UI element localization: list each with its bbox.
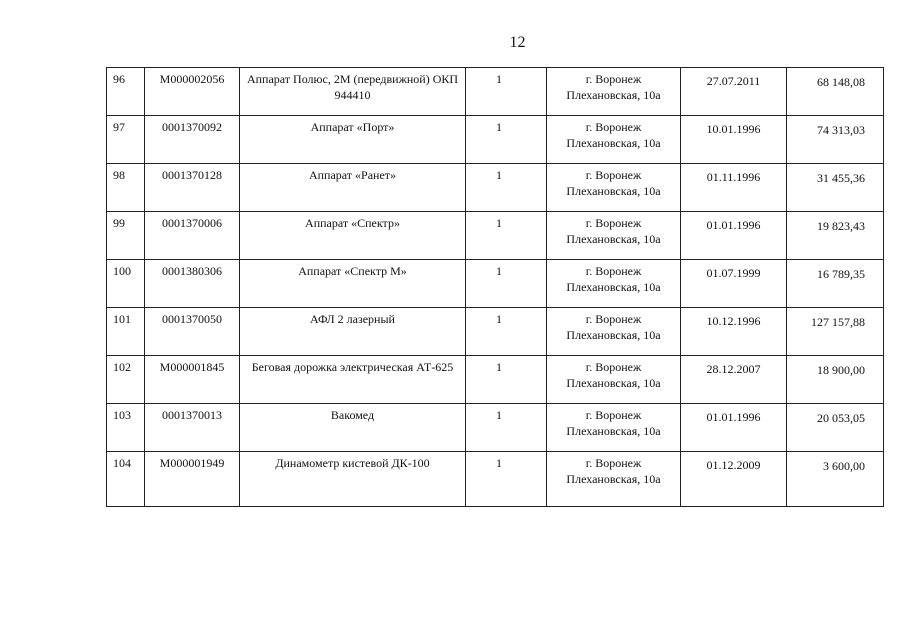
inventory-number-cell: М000002056 <box>145 68 240 116</box>
address-street: Плехановская, 10а <box>566 280 661 294</box>
date-cell: 01.12.2009 <box>681 452 787 507</box>
address-city: г. Воронеж <box>585 168 642 182</box>
quantity-cell: 1 <box>466 212 547 260</box>
amount-cell: 127 157,88 <box>787 308 884 356</box>
address-cell <box>547 116 681 164</box>
property-table <box>106 67 884 507</box>
inventory-number-cell: 0001370050 <box>145 308 240 356</box>
quantity-cell: 1 <box>466 68 547 116</box>
address-street: Плехановская, 10а <box>566 88 661 102</box>
quantity-cell: 1 <box>466 308 547 356</box>
table-row <box>107 404 884 452</box>
item-name-cell: Аппарат «Ранет» <box>240 164 466 212</box>
inventory-number-cell: 0001380306 <box>145 260 240 308</box>
amount-cell: 20 053,05 <box>787 404 884 452</box>
date-cell: 10.01.1996 <box>681 116 787 164</box>
item-name-cell: Аппарат Полюс, 2М (передвижной) ОКП 944410 <box>240 68 466 116</box>
table-row <box>107 356 884 404</box>
address-cell <box>547 356 681 404</box>
date-cell: 10.12.1996 <box>681 308 787 356</box>
row-number-cell: 97 <box>107 116 145 164</box>
quantity-cell: 1 <box>466 260 547 308</box>
address-cell <box>547 164 681 212</box>
address-cell <box>547 260 681 308</box>
address-street: Плехановская, 10а <box>566 376 661 390</box>
table-row <box>107 116 884 164</box>
page-number: 12 <box>509 34 526 51</box>
row-number-cell: 98 <box>107 164 145 212</box>
table-row <box>107 68 884 116</box>
quantity-cell: 1 <box>466 356 547 404</box>
quantity-cell: 1 <box>466 452 547 507</box>
address-cell <box>547 68 681 116</box>
address-city: г. Воронеж <box>585 72 642 86</box>
date-cell: 01.11.1996 <box>681 164 787 212</box>
address-cell <box>547 452 681 507</box>
amount-cell: 68 148,08 <box>787 68 884 116</box>
address-city: г. Воронеж <box>585 408 642 422</box>
address-street: Плехановская, 10а <box>566 136 661 150</box>
item-name-cell: Беговая дорожка электрическая АТ-625 <box>240 356 466 404</box>
address-city: г. Воронеж <box>585 312 642 326</box>
address-cell <box>547 212 681 260</box>
address-city: г. Воронеж <box>585 360 642 374</box>
amount-cell: 74 313,03 <box>787 116 884 164</box>
date-cell: 01.01.1996 <box>681 404 787 452</box>
item-name-cell: Динамометр кистевой ДК-100 <box>240 452 466 507</box>
address-street: Плехановская, 10а <box>566 328 661 342</box>
quantity-cell: 1 <box>466 116 547 164</box>
row-number-cell: 101 <box>107 308 145 356</box>
item-name-cell: Аппарат «Порт» <box>240 116 466 164</box>
row-number-cell: 102 <box>107 356 145 404</box>
address-city: г. Воронеж <box>585 456 642 470</box>
row-number-cell: 96 <box>107 68 145 116</box>
inventory-number-cell: М000001949 <box>145 452 240 507</box>
item-name-cell: Аппарат «Спектр» <box>240 212 466 260</box>
date-cell: 01.01.1996 <box>681 212 787 260</box>
address-street: Плехановская, 10а <box>566 472 661 486</box>
item-name-cell: Аппарат «Спектр М» <box>240 260 466 308</box>
table-row <box>107 164 884 212</box>
item-name-cell: АФЛ 2 лазерный <box>240 308 466 356</box>
amount-cell: 31 455,36 <box>787 164 884 212</box>
amount-cell: 18 900,00 <box>787 356 884 404</box>
address-city: г. Воронеж <box>585 264 642 278</box>
row-number-cell: 103 <box>107 404 145 452</box>
row-number-cell: 104 <box>107 452 145 507</box>
quantity-cell: 1 <box>466 164 547 212</box>
quantity-cell: 1 <box>466 404 547 452</box>
amount-cell: 3 600,00 <box>787 452 884 507</box>
table-row <box>107 452 884 507</box>
row-number-cell: 100 <box>107 260 145 308</box>
date-cell: 01.07.1999 <box>681 260 787 308</box>
address-cell <box>547 308 681 356</box>
table-row <box>107 308 884 356</box>
amount-cell: 16 789,35 <box>787 260 884 308</box>
address-city: г. Воронеж <box>585 216 642 230</box>
inventory-number-cell: М000001845 <box>145 356 240 404</box>
inventory-number-cell: 0001370013 <box>145 404 240 452</box>
address-cell <box>547 404 681 452</box>
inventory-number-cell: 0001370128 <box>145 164 240 212</box>
amount-cell: 19 823,43 <box>787 212 884 260</box>
row-number-cell: 99 <box>107 212 145 260</box>
address-street: Плехановская, 10а <box>566 232 661 246</box>
address-street: Плехановская, 10а <box>566 184 661 198</box>
item-name-cell: Вакомед <box>240 404 466 452</box>
date-cell: 27.07.2011 <box>681 68 787 116</box>
date-cell: 28.12.2007 <box>681 356 787 404</box>
property-table-body <box>107 68 884 507</box>
table-row <box>107 260 884 308</box>
inventory-number-cell: 0001370092 <box>145 116 240 164</box>
inventory-number-cell: 0001370006 <box>145 212 240 260</box>
address-street: Плехановская, 10а <box>566 424 661 438</box>
address-city: г. Воронеж <box>585 120 642 134</box>
table-row <box>107 212 884 260</box>
